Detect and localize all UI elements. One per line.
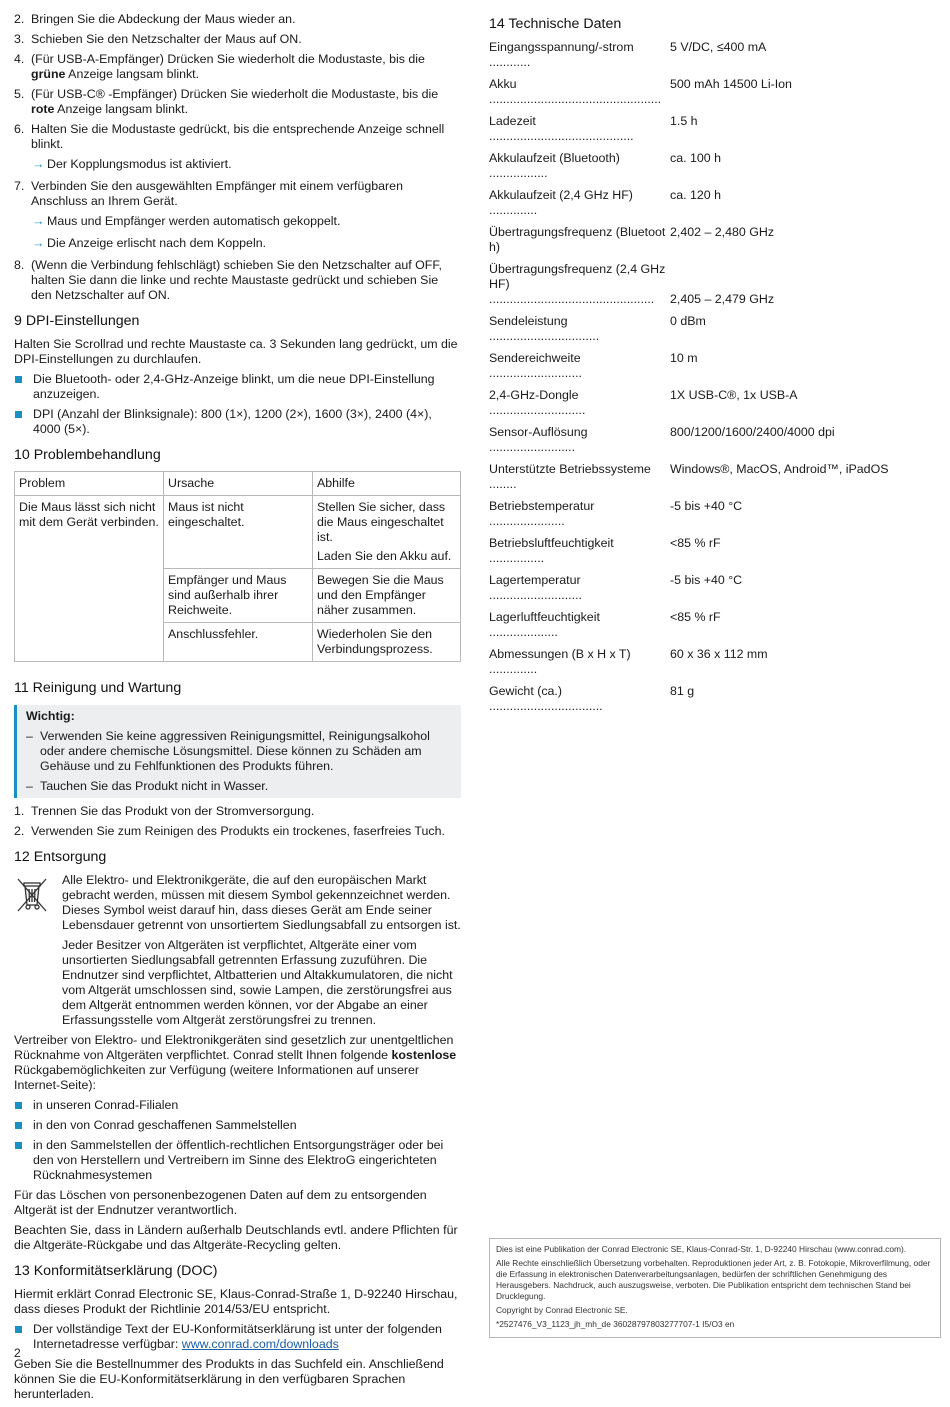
spec-row <box>489 151 937 181</box>
spec-row <box>489 114 937 144</box>
spec-label: Lagerluftfeuchtigkeit .................... <box>489 610 600 639</box>
list-item: 2. Verwenden Sie zum Reinigen des Produkts ein trockenes, faserfreies Tuch. <box>14 824 445 838</box>
left-column <box>14 12 461 1407</box>
spec-row <box>489 351 937 381</box>
paragraph: Für das Löschen von personenbezogenen Daten auf dem zu entsorgenden Altgerät ist der Endnutzer verantwortlich. <box>14 1188 427 1217</box>
spec-value: 5 V/DC, ≤400 mA <box>670 40 767 54</box>
note-item: – Verwenden Sie keine aggressiven Reinigungsmittel, Reinigungsalkohol oder andere chemische Lösungsmittel. Diese können zu Schäden am Gehäuse und zu Fehlfunktionen des Produkts führen. <box>26 729 430 773</box>
spec-row <box>489 40 937 70</box>
spec-row <box>489 188 937 218</box>
spec-value: 1X USB-C®, 1x USB-A <box>670 388 798 402</box>
spec-value: 2,402 – 2,480 GHz <box>670 225 775 239</box>
table-cell: Maus ist nicht eingeschaltet. <box>164 496 313 569</box>
spec-label: Sendeleistung ................................ <box>489 314 600 343</box>
spec-label: Betriebstemperatur ...................... <box>489 499 595 528</box>
spec-label: Eingangsspannung/-strom ............ <box>489 40 634 69</box>
spec-label: Ladezeit .......................................... <box>489 114 634 143</box>
section-heading: 9 DPI-Einstellungen <box>14 313 140 329</box>
bullet-item: Die Bluetooth- oder 2,4-GHz-Anzeige blinkt, um die neue DPI-Einstellung anzuzeigen. <box>14 372 461 402</box>
table-header-row <box>15 472 461 496</box>
paragraph: Hiermit erklärt Conrad Electronic SE, Klaus-Conrad-Straße 1, D-92240 Hirschau, dass dieses Produkt der Richtlinie 2014/53/EU entspricht. <box>14 1287 458 1316</box>
troubleshooting-table <box>14 471 461 662</box>
bullet-square-icon <box>15 1142 22 1149</box>
spec-label: Akkulaufzeit (2,4 GHz HF) .............. <box>489 188 633 217</box>
spec-row <box>489 499 937 529</box>
list-item: 7. Verbinden Sie den ausgewählten Empfänger mit einem verfügbaren Anschluss an Ihrem Gerät. <box>14 179 403 208</box>
bullet-square-icon <box>15 1102 22 1109</box>
spec-label: Sendereichweite ........................... <box>489 351 582 380</box>
table-cell: Wiederholen Sie den Verbindungsprozess. <box>313 623 461 662</box>
spec-row <box>489 462 937 492</box>
arrow-right-icon: → <box>32 157 45 171</box>
note-item: – Tauchen Sie das Produkt nicht in Wasser. <box>26 779 269 793</box>
important-note <box>14 705 461 798</box>
spec-row <box>489 77 937 107</box>
paragraph: Beachten Sie, dass in Ländern außerhalb Deutschlands evtl. andere Pflichten für die Altgeräte-Rückgabe und das Altgeräte-Recycling gelten. <box>14 1223 458 1252</box>
table-row <box>15 496 461 569</box>
table-cell: Empfänger und Maus sind außerhalb ihrer Reichweite. <box>164 569 313 623</box>
pairing-steps <box>14 12 461 303</box>
publication-box <box>489 1238 941 1338</box>
spec-value: ca. 120 h <box>670 188 721 202</box>
paragraph: Alle Elektro- und Elektronikgeräte, die auf den europäischen Markt gebracht werden, müssen mit diesem Symbol gekennzeichnet werden. Dieses Symbol weist darauf hin, dass dieses Gerät am Ende seiner Lebensdauer getrennt von unsortiertem Siedlungsabfall zu entsorgen ist. <box>62 873 461 932</box>
section-heading: 10 Problembehandlung <box>14 447 161 463</box>
table-cell: Anschlussfehler. <box>164 623 313 662</box>
table-cell: Bewegen Sie die Maus und den Empfänger näher zusammen. <box>313 569 461 623</box>
column-header: Problem <box>15 472 164 496</box>
bullet-square-icon <box>15 376 22 383</box>
bullet-item: in den von Conrad geschaffenen Sammelstellen <box>14 1118 461 1133</box>
spec-label: Übertragungsfrequenz (Bluetooth) <box>489 225 666 254</box>
disposal-block <box>14 873 461 1033</box>
section-heading: 14 Technische Daten <box>489 16 622 32</box>
list-item: 3. Schieben Sie den Netzschalter der Maus auf ON. <box>14 32 302 46</box>
spec-value: 0 dBm <box>670 314 706 328</box>
result-item: → Maus und Empfänger werden automatisch gekoppelt. <box>32 214 341 228</box>
spec-label: Akkulaufzeit (Bluetooth) ................. <box>489 151 620 180</box>
downloads-link[interactable]: www.conrad.com/downloads <box>181 1337 339 1351</box>
paragraph: Halten Sie Scrollrad und rechte Maustaste ca. 3 Sekunden lang gedrückt, um die DPI-Einstellungen zu durchlaufen. <box>14 337 458 366</box>
document-code: *2527476_V3_1123_jh_mh_de 36028797803277707-1 I5/O3 en <box>496 1319 735 1329</box>
section-heading: 13 Konformitätserklärung (DOC) <box>14 1263 218 1279</box>
section-heading: 12 Entsorgung <box>14 849 107 865</box>
bullet-item: in unseren Conrad-Filialen <box>14 1098 461 1113</box>
bullet-square-icon <box>15 411 22 418</box>
spec-row <box>489 314 937 344</box>
paragraph: Vertreiber von Elektro- und Elektronikgeräten sind gesetzlich zur unentgeltlichen Rücknahme von Altgeräten verpflichtet. Conrad stellt Ihnen folgende kostenlose Rückgabemöglichkeiten zur Verfügung (weitere Informationen auf unserer Internet-Seite): <box>14 1033 457 1092</box>
spec-label: Gewicht (ca.) ................................. <box>489 684 603 713</box>
result-item: → Der Kopplungsmodus ist aktiviert. <box>32 157 232 171</box>
spec-row <box>489 684 937 714</box>
spec-value: 10 m <box>670 351 698 365</box>
spec-value: 81 g <box>670 684 695 698</box>
spec-label: Lagertemperatur ........................... <box>489 573 582 602</box>
spec-row <box>489 536 937 566</box>
spec-label: Abmessungen (B x H x T) .............. <box>489 647 631 676</box>
copyright-line: Copyright by Conrad Electronic SE. <box>496 1305 628 1315</box>
list-item: 6. Halten Sie die Modustaste gedrückt, bis die entsprechende Anzeige schnell blinkt. <box>14 122 445 151</box>
spec-row <box>489 225 937 255</box>
spec-value: -5 bis +40 °C <box>670 499 743 513</box>
list-item: 4. (Für USB-A-Empfänger) Drücken Sie wiederholt die Modustaste, bis die grüne Anzeige langsam blinkt. <box>14 52 425 81</box>
table-cell: Die Maus lässt sich nicht mit dem Gerät verbinden. <box>15 496 164 662</box>
table-cell: Stellen Sie sicher, dass die Maus eingeschaltet ist. Laden Sie den Akku auf. <box>313 496 461 569</box>
rights-text: Alle Rechte einschließlich Übersetzung vorbehalten. Reproduktionen jeder Art, z. B. Fotokopie, Mikroverfilmung, oder die Erfassung in elektronischen Datenverarbeitungsanlagen, bedürfen der schriftlichen Genehmigung des Herausgebers. Nachdruck, auch auszugsweise, verboten. Die Publikation entspricht dem technischen Stand bei Drucklegung. <box>496 1258 931 1301</box>
note-title: Wichtig: <box>26 709 75 723</box>
list-item: 8. (Wenn die Verbindung fehlschlägt) schieben Sie den Netzschalter auf OFF, halten Sie dann die linke und rechte Maustaste gedrückt und schieben Sie den Netzschalter auf ON. <box>14 258 442 302</box>
spec-value: 800/1200/1600/2400/4000 dpi <box>670 425 835 439</box>
spec-label: Unterstützte Betriebssysteme ........ <box>489 462 651 491</box>
list-item: 5. (Für USB-C® -Empfänger) Drücken Sie wiederholt die Modustaste, bis die rote Anzeige langsam blinkt. <box>14 87 439 116</box>
column-header: Ursache <box>164 472 313 496</box>
arrow-right-icon: → <box>32 214 45 228</box>
list-item: 1. Trennen Sie das Produkt von der Stromversorgung. <box>14 804 315 818</box>
column-header: Abhilfe <box>313 472 461 496</box>
spec-label: 2,4-GHz-Dongle ............................ <box>489 388 586 417</box>
paragraph: Jeder Besitzer von Altgeräten ist verpflichtet, Altgeräte einer vom unsortierten Siedlungsabfall getrennten Erfassung zuzuführen. Die Endnutzer sind verpflichtet, Altbatterien und Altakkumulatoren, die nicht vom Altgerät umschlossen sind, sowie Lampen, die zerstörungsfrei aus dem Altgerät entnommen werden können, vor der Abgabe an einer Erfassungsstelle vom Altgerät zerstörungsfrei zu trennen. <box>62 938 453 1027</box>
spec-value: ca. 100 h <box>670 151 721 165</box>
spec-row <box>489 388 937 418</box>
bullet-item: Der vollständige Text der EU-Konformitätserklärung ist unter der folgenden Internetadresse verfügbar: www.conrad.com/downloads <box>14 1322 461 1352</box>
spec-value: 60 x 36 x 112 mm <box>670 647 768 661</box>
crossed-out-bin-icon <box>14 873 62 1033</box>
bullet-item: in den Sammelstellen der öffentlich-rechtlichen Entsorgungsträger oder bei den von Herstellern und Vertreibern im Sinne des ElektroG eingerichteten Rücknahmesystemen <box>14 1138 461 1183</box>
spec-row <box>489 262 937 307</box>
bullet-square-icon <box>15 1326 22 1333</box>
spec-row <box>489 573 937 603</box>
spec-row <box>489 647 937 677</box>
paragraph: Geben Sie die Bestellnummer des Produkts in das Suchfeld ein. Anschließend können Sie die EU-Konformitätserklärung in den verfügbaren Sprachen herunterladen. <box>14 1357 444 1401</box>
technical-data-list <box>489 40 937 714</box>
spec-value: <85 % rF <box>670 610 721 624</box>
section-heading: 11 Reinigung und Wartung <box>14 680 182 696</box>
spec-value: Windows®, MacOS, Android™, iPadOS <box>670 462 889 476</box>
spec-label: Betriebsluftfeuchtigkeit ................ <box>489 536 614 565</box>
spec-value: 2,405 – 2,479 GHz <box>670 292 775 306</box>
arrow-right-icon: → <box>32 236 45 250</box>
page-number: 2 <box>14 1346 21 1360</box>
spec-value: 1.5 h <box>670 114 698 128</box>
result-item: → Die Anzeige erlischt nach dem Koppeln. <box>32 236 267 250</box>
bullet-item: DPI (Anzahl der Blinksignale): 800 (1×), 1200 (2×), 1600 (3×), 2400 (4×), 4000 (5×). <box>14 407 461 437</box>
spec-value: 500 mAh 14500 Li-Ion <box>670 77 792 91</box>
spec-value: -5 bis +40 °C <box>670 573 743 587</box>
spec-label: Sensor-Auflösung ......................... <box>489 425 588 454</box>
spec-row <box>489 425 937 455</box>
spec-row <box>489 610 937 640</box>
right-column <box>489 12 937 721</box>
spec-label: Akku .................................................. <box>489 77 662 106</box>
spec-value: <85 % rF <box>670 536 721 550</box>
publisher-line: Dies ist eine Publikation der Conrad Electronic SE, Klaus-Conrad-Str. 1, D-92240 Hirschau (www.conrad.com). <box>496 1244 907 1254</box>
spec-label: Übertragungsfrequenz (2,4 GHz HF) ................................................ <box>489 262 666 306</box>
bullet-square-icon <box>15 1122 22 1129</box>
list-item: 2. Bringen Sie die Abdeckung der Maus wieder an. <box>14 12 296 26</box>
